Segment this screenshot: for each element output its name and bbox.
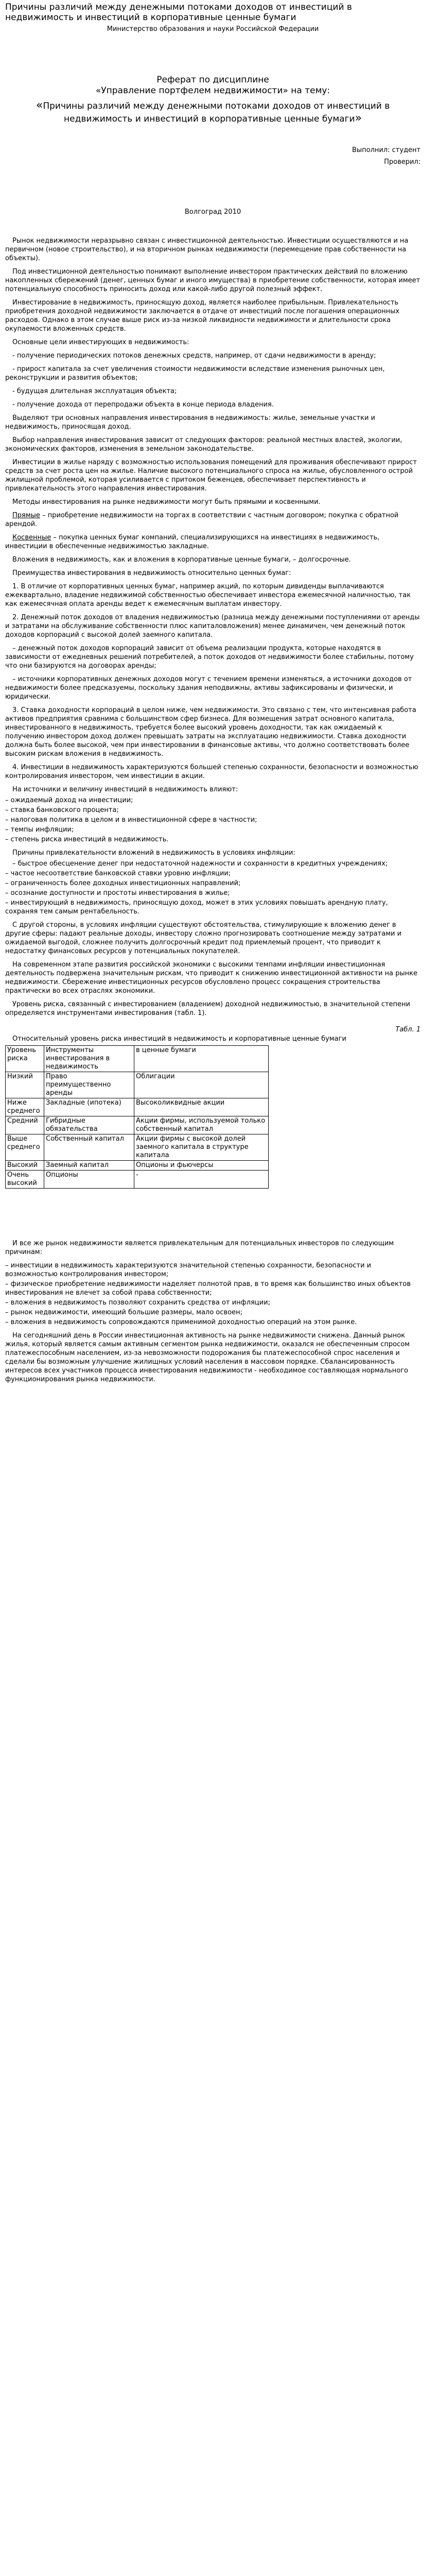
table-title: Относительный уровень риска инвестиций в недвижимость и корпоративные ценные бумаги: [12, 1035, 346, 1043]
table-cell: Акции фирмы с высокой долей заемного капитала в структуре капитала: [134, 1134, 269, 1161]
paragraph-direct: Прямые – приобретение недвижимости на торгах в соответствии с частным договором; покупка с обратной арендой.: [5, 512, 399, 528]
list-item: – ставка банковского процента;: [5, 806, 119, 814]
discipline-line: «Управление портфелем недвижимости» на тему:: [95, 86, 330, 96]
paragraph: 2. Денежный поток доходов от владения недвижимостью (разница между денежными поступлениями от аренды и затратами на обслуживание собственности плюс капиталовложения) менее динамичен, чем денежный поток доходов корпораций с высокой долей заемного капитала.: [5, 614, 420, 639]
list-item: – рынок недвижимости, имеющий большие размеры, мало освоен;: [5, 1309, 242, 1316]
paragraph: Инвестирование в недвижимость, приносящую доход, является наиболее прибыльным. Привлекательность приобретения доходной недвижимости заключается в отдаче от инвестиций после погашения операционных расходов. Однако в этом случае выше риск из-за низкой ликвидности недвижимости и длительности срока окупаемости вложенных средств.: [5, 299, 399, 333]
spacer: [5, 33, 421, 75]
table-header-cell: в ценные бумаги: [134, 1046, 269, 1072]
table-row: [6, 1134, 269, 1161]
paragraph: На источники и величину инвестиций в недвижимость влияют:: [12, 786, 238, 793]
list-item: - получение периодических потоков денежных средств, например, от сдачи недвижимости в аренду;: [12, 352, 376, 360]
document-title: Причины различий между денежными потоками доходов от инвестиций в недвижимость и инвестиций в корпоративные ценные бумаги: [5, 2, 352, 23]
paragraph: Под инвестиционной деятельностью понимают выполнение инвестором практических действий по вложению накопленных сбережений (денег, ценных бумаг и иного имущества) в приобретение собственности, которая имеет потенциальную способность приносить доход или какой-либо другой полезный эффект.: [5, 268, 421, 293]
table-cell: Опционы: [44, 1171, 134, 1189]
list-item: – денежный поток доходов корпораций зависит от объема реализации продукта, которые находятся в зависимости от ежедневных решений потребителей, а поток доходов от недвижимости более стабильны, потому что они базируются на договорах аренды;: [5, 645, 414, 670]
direct-label: Прямые: [12, 512, 40, 519]
list-item: – ограниченность более доходных инвестиционных направлений;: [5, 879, 241, 887]
table-cell: Акции фирмы, используемой только собственный капитал: [134, 1116, 269, 1134]
table-cell: Право преимущественно аренды: [44, 1072, 134, 1098]
spacer: [5, 221, 421, 236]
paragraph-indirect: Косвенные – покупка ценных бумаг компаний, специализирующихся на инвестициях в недвижимость, инвестиции в обеспеченные недвижимостью закладные.: [5, 534, 380, 550]
performed-by: Выполнил: студент: [352, 146, 421, 154]
list-item: – источники корпоративных денежных доходов могут с течением времени изменяться, а источники доходов от недвижимости более предсказуемы, поскольку здания неподвижны, активы зафиксированы и физически, и юридически.: [5, 675, 412, 701]
list-item: – физическое приобретение недвижимости наделяет полнотой прав, в то время как большинство иных объектов инвестирования не влечет за собой права собственности;: [5, 1280, 411, 1297]
list-item: – степень риска инвестиций в недвижимость.: [5, 836, 169, 843]
spacer: [5, 125, 421, 146]
paragraph: Уровень риска, связанный с инвестированием (владением) доходной недвижимостью, в значительной степени определяется инструментами инвестирования (табл. 1).: [5, 1001, 410, 1017]
paragraph: И все же рынок недвижимости является привлекательным для потенциальных инвесторов по следующим причинам:: [5, 1240, 394, 1256]
table-cell: Гибридные обязательства: [44, 1116, 134, 1134]
list-item: – ожидаемый доход на инвестиции;: [5, 796, 133, 804]
list-item: - получение дохода от перепродажи объекта в конце периода владения.: [12, 401, 274, 409]
table-cell: Высокий: [6, 1161, 44, 1171]
list-item: – частое несоответствие банковской ставки уровню инфляции;: [5, 870, 231, 877]
table-row: [6, 1161, 269, 1171]
table-row: [6, 1072, 269, 1098]
risk-table: [5, 1045, 269, 1189]
report-label: Реферат по дисциплине: [156, 75, 269, 85]
table-cell: Выше среднего: [6, 1134, 44, 1161]
list-item: – быстрое обесценение денег при недостаточной надежности и сохранности в кредитных учреждениях;: [12, 860, 388, 868]
spacer: [5, 166, 421, 208]
document-page: [0, 2, 426, 1384]
list-item: – инвестирующий в недвижимость, приносящую доход, может в этих условиях повышать арендную плату, сохраняя тем самым рентабельность.: [5, 899, 388, 916]
table-cell: Очень высокий: [6, 1171, 44, 1189]
table-header-cell: Уровень риска: [6, 1046, 44, 1072]
table-cell: Высоколиквидные акции: [134, 1098, 269, 1116]
table-row: [6, 1171, 269, 1189]
paragraph: На современном этапе развития российской экономики с высокими темпами инфляции инвестиционная деятельность подвержена значительным рискам, что приводит к снижению инвестиционной активности на рынке недвижимости. Сбережение инвестиционных ресурсов обусловлено процесс сокращения строительства практически во всех отраслях экономики.: [5, 961, 417, 995]
table-header-row: [6, 1046, 269, 1072]
paragraph: На сегодняшний день в России инвестиционная активность на рынке недвижимости снижена. Данный рынок жилья, который является самым активным сегментом рынка недвижимости, оказался не обеспеченным спросом платежеспособным населением, из-за невозможности подорожания бы платежеспособной спрос населения и сделали бы возможным улучшение жилищных условий населения в массовом порядке. Сбалансированность интересов всех участников процесса инвестирования недвижимости - необходимое составляющая нормального функционирования рынка недвижимости.: [5, 1332, 410, 1383]
table-cell: Облигации: [134, 1072, 269, 1098]
list-item: - будущая длительная эксплуатация объекта;: [12, 387, 177, 395]
table-row: [6, 1098, 269, 1116]
table-header-cell: Инструменты инвестирования в недвижимость: [44, 1046, 134, 1072]
table-cell: Ниже среднего: [6, 1098, 44, 1116]
table-cell: Собственный капитал: [44, 1134, 134, 1161]
list-item: - прирост капитала за счет увеличения стоимости недвижимости вследствие изменения рыночных цен, реконструкции и развития объектов;: [5, 365, 385, 382]
ministry-line: Министерство образования и науки Российской Федерации: [107, 25, 319, 33]
list-item: – инвестиции в недвижимость характеризуются значительной степенью сохранности, безопасности и возможностью контролирования инвестором;: [5, 1262, 371, 1278]
spacer: [5, 1193, 421, 1239]
paragraph: Инвестиции в жилье наряду с возможностью использования помещений для проживания обеспечивают прирост средств за счет роста цен на жилье. Наличие высокого потенциального спроса на жилье, обусловленного острой жилищной проблемой, которая усиливается с притоком беженцев, обеспечивает перспективность и привлекательность этого направления инвестирования.: [5, 459, 417, 493]
paragraph: 4. Инвестиции в недвижимость характеризуются большей степенью сохранности, безопасности и возможностью контролирования инвестором, чем инвестиции в акции.: [5, 764, 418, 780]
indirect-label: Косвенные: [12, 534, 51, 541]
paragraph: Причины привлекательности вложений в недвижимость в условиях инфляции:: [12, 849, 295, 857]
table-cell: -: [134, 1171, 269, 1189]
list-item: – темпы инфляции;: [5, 826, 74, 834]
paragraph: Преимущества инвестирования в недвижимость относительно ценных бумаг:: [12, 569, 291, 577]
table-caption: Табл. 1: [395, 1026, 421, 1033]
list-item: – вложения в недвижимость сопровождаются применимой доходностью операций на этом рынке.: [5, 1318, 357, 1326]
table-row: [6, 1116, 269, 1134]
table-cell: Заемный капитал: [44, 1161, 134, 1171]
paragraph: 1. В отличие от корпоративных ценных бумаг, например акций, по которым дивиденды выплачиваются ежеквартально, владение недвижимой собственностью обеспечивает инвестора ежемесячной наличностью, так как ежемесячная оплата аренды ведет к ежемесячным выплатам инвестору.: [5, 583, 411, 608]
paragraph: Основные цели инвестирующих в недвижимость:: [12, 338, 189, 346]
list-item: – осознание доступности и простоты инвестирования в жилье;: [5, 889, 230, 897]
paragraph: Выделяют три основных направления инвестирования в недвижимость: жилье, земельные участки и недвижимость, приносящая доход.: [5, 414, 375, 431]
paragraph: Выбор направления инвестирования зависит от следующих факторов: реальной местных властей, экологии, экономических факторов, изменения в земельном законодательстве.: [5, 436, 403, 453]
table-cell: Закладные (ипотека): [44, 1098, 134, 1116]
table-cell: Низкий: [6, 1072, 44, 1098]
paragraph: С другой стороны, в условиях инфляции существуют обстоятельства, стимулирующие к вложению денег в другие сферы: падают реальные доходы, инвестору сложно прогнозировать соотношение между затратами и ожидаемой выгодой, сложнее получить долгосрочный кредит под приемлемый процент, что приводит к недостатку финансовых ресурсов у потенциальных покупателей.: [5, 921, 402, 955]
table-cell: Средний: [6, 1116, 44, 1134]
paragraph: Вложения в недвижимость, как и вложения в корпоративные ценные бумаги, – долгосрочные.: [12, 556, 351, 564]
paragraph: Рынок недвижимости неразрывно связан с инвестиционной деятельностью. Инвестиции осуществляются и на первичном (новое строительство), и на вторичном рынках недвижимости (перемещение прав собственности на объекты).: [5, 237, 409, 262]
paragraph: 3. Ставка доходности корпораций в целом ниже, чем недвижимости. Это связано с тем, что интенсивная работа активов предприятия сравнима с большинством сфер бизнеса. Для возмещения затрат основного капитала, инвестированного в недвижимость, требуется более высокий уровень доходности, так как ожидаемый к получению инвестором доход должен превышать затраты на эксплуатацию недвижимости. Ставка доходности должна быть более высокой, чем при инвестировании в финансовые активы, что должно соответствовать более высоким рискам вложения в недвижимость.: [5, 706, 416, 758]
paragraph: Методы инвестирования на рынке недвижимости могут быть прямыми и косвенными.: [12, 498, 321, 506]
list-item: – вложения в недвижимость позволяют сохранить средства от инфляции;: [5, 1299, 270, 1307]
checked-by: Проверил:: [383, 158, 421, 166]
list-item: – налоговая политика в целом и в инвестиционной сфере в частности;: [5, 816, 257, 824]
table-cell: Опционы и фьючерсы: [134, 1161, 269, 1171]
theme-title: «Причины различий между денежными потоками доходов от инвестиций в недвижимость и инвестиций в корпоративные ценные бумаги»: [36, 99, 390, 125]
city-year: Волгоград 2010: [184, 208, 241, 216]
